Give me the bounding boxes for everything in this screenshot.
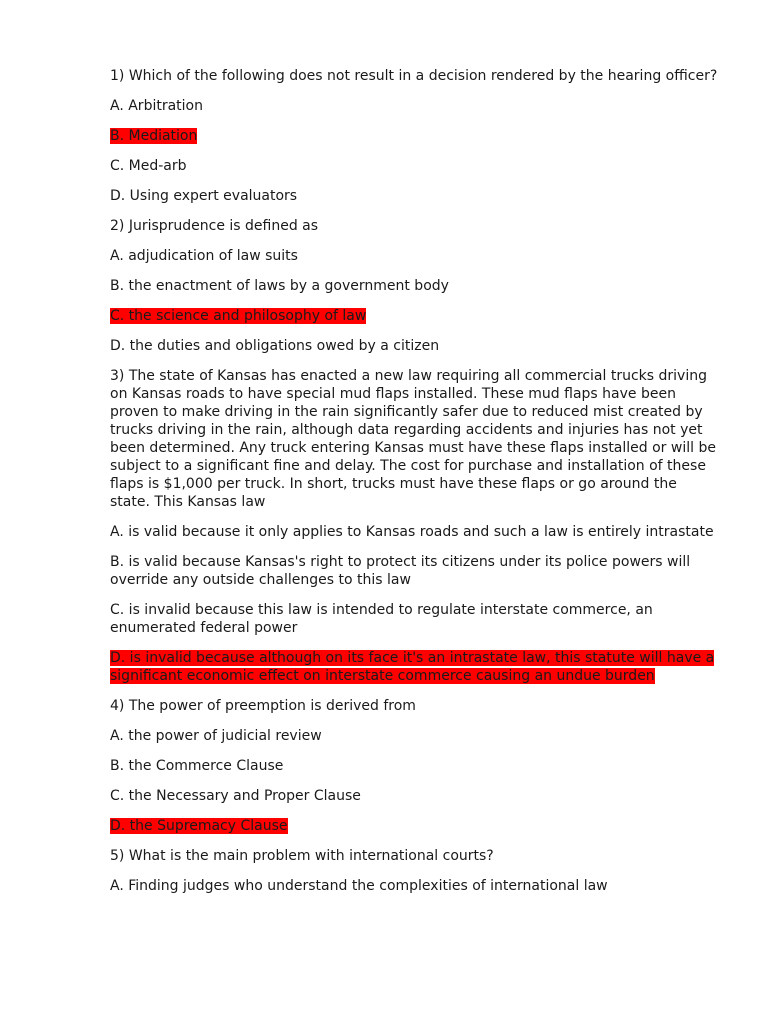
- answer-option: [110, 877, 720, 895]
- answer-option: [110, 187, 720, 205]
- option-text: C. is invalid because this law is intended to regulate interstate commerce, an enumerated federal power: [110, 602, 653, 636]
- answer-option-highlighted: [110, 307, 720, 325]
- question-3: [110, 367, 720, 511]
- answer-option: [110, 601, 720, 637]
- option-text: A. Arbitration: [110, 98, 203, 114]
- option-text: A. the power of judicial review: [110, 728, 322, 744]
- question-5: [110, 847, 720, 865]
- answer-option: [110, 337, 720, 355]
- answer-option: [110, 787, 720, 805]
- question-text: 1) Which of the following does not result in a decision rendered by the hearing officer?: [110, 68, 718, 84]
- highlighted-answer: C. the science and philosophy of law: [110, 308, 367, 324]
- option-text: D. the duties and obligations owed by a citizen: [110, 338, 440, 354]
- answer-option: [110, 757, 720, 775]
- question-text: 5) What is the main problem with international courts?: [110, 848, 494, 864]
- answer-option-highlighted: [110, 127, 720, 145]
- highlighted-answer: B. Mediation: [110, 128, 198, 144]
- question-text: 3) The state of Kansas has enacted a new law requiring all commercial trucks driving on Kansas roads to have special mud flaps installed. These mud flaps have been proven to make driving in the rain significantly safer due to reduced mist created by trucks driving in the rain, although data regarding accidents and injuries has not yet been determined. Any truck entering Kansas must have these flaps installed or will be subject to a significant fine and delay. The cost for purchase and installation of these flaps is $1,000 per truck. In short, trucks must have these flaps or go around the state. This Kansas law: [110, 368, 716, 510]
- highlighted-answer: D. is invalid because although on its face it's an intrastate law, this statute will have a significant economic effect on interstate commerce causing an undue burden: [110, 650, 715, 684]
- answer-option: [110, 523, 720, 541]
- option-text: A. is valid because it only applies to Kansas roads and such a law is entirely intrastate: [110, 524, 714, 540]
- document-page: [110, 67, 720, 907]
- answer-option: [110, 727, 720, 745]
- question-1: [110, 67, 720, 85]
- question-4: [110, 697, 720, 715]
- option-text: C. the Necessary and Proper Clause: [110, 788, 361, 804]
- answer-option: [110, 277, 720, 295]
- option-text: A. adjudication of law suits: [110, 248, 298, 264]
- option-text: D. Using expert evaluators: [110, 188, 298, 204]
- answer-option: [110, 157, 720, 175]
- option-text: B. is valid because Kansas's right to protect its citizens under its police powers will override any outside challenges to this law: [110, 554, 691, 588]
- option-text: A. Finding judges who understand the complexities of international law: [110, 878, 608, 894]
- answer-option: [110, 97, 720, 115]
- answer-option: [110, 553, 720, 589]
- highlighted-answer: D. the Supremacy Clause: [110, 818, 288, 834]
- question-text: 2) Jurisprudence is defined as: [110, 218, 319, 234]
- answer-option-highlighted: [110, 817, 720, 835]
- question-2: [110, 217, 720, 235]
- answer-option: [110, 247, 720, 265]
- option-text: B. the Commerce Clause: [110, 758, 284, 774]
- answer-option-highlighted: [110, 649, 720, 685]
- question-text: 4) The power of preemption is derived from: [110, 698, 416, 714]
- option-text: B. the enactment of laws by a government body: [110, 278, 449, 294]
- option-text: C. Med-arb: [110, 158, 187, 174]
